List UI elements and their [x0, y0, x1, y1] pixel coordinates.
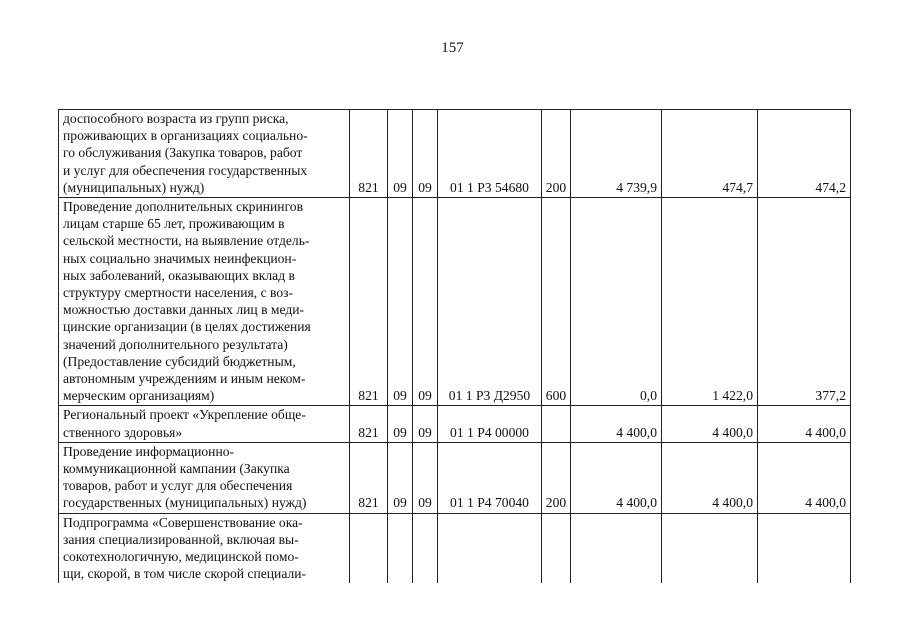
description-line: товаров, работ и услуг для обеспечения	[63, 478, 293, 494]
description-line: Региональный проект «Укрепление обще-	[63, 407, 306, 423]
amount-year2-cell: 474,7	[662, 110, 758, 198]
description-line: сельской местности, на выявление отдель-	[63, 233, 310, 249]
expense-type-cell	[542, 406, 571, 442]
ministry-code-cell	[350, 513, 388, 583]
description-line: можностью доставки данных лиц в меди-	[63, 302, 305, 318]
description-line: структуру смертности населения, с воз-	[63, 285, 294, 301]
target-article-cell	[438, 513, 542, 583]
ministry-code-cell: 821	[350, 198, 388, 406]
description-cell	[59, 406, 350, 442]
table-row	[59, 406, 851, 442]
amount-year2-cell	[662, 513, 758, 583]
amount-year1-cell: 4 400,0	[571, 406, 662, 442]
description-line: сокотехнологичную, медицинской помо-	[63, 549, 299, 565]
description-cell	[59, 442, 350, 513]
table-row	[59, 442, 851, 513]
section-code-cell: 09	[388, 198, 413, 406]
amount-year1-cell: 4 400,0	[571, 442, 662, 513]
table-row	[59, 110, 851, 198]
description-line: автономным учреждениям и иным неком-	[63, 371, 306, 387]
description-line: и услуг для обеспечения государственных	[63, 162, 308, 178]
expense-type-cell: 600	[542, 198, 571, 406]
target-article-cell: 01 1 Р4 70040	[438, 442, 542, 513]
budget-table	[58, 109, 851, 583]
table-body	[59, 110, 851, 584]
ministry-code-cell: 821	[350, 406, 388, 442]
expense-type-cell: 200	[542, 110, 571, 198]
subsection-code-cell: 09	[413, 110, 438, 198]
description-line: значений дополнительного результата)	[63, 336, 288, 352]
amount-year3-cell: 4 400,0	[758, 406, 851, 442]
amount-year1-cell	[571, 513, 662, 583]
section-code-cell: 09	[388, 406, 413, 442]
ministry-code-cell: 821	[350, 442, 388, 513]
target-article-cell: 01 1 Р3 54680	[438, 110, 542, 198]
description-line: Подпрограмма «Совершенствование ока-	[63, 514, 303, 530]
description-line: мерческим организациям)	[63, 388, 215, 404]
target-article-cell: 01 1 Р4 00000	[438, 406, 542, 442]
amount-year2-cell: 1 422,0	[662, 198, 758, 406]
description-line: го обслуживания (Закупка товаров, работ	[63, 145, 303, 161]
subsection-code-cell: 09	[413, 406, 438, 442]
table-row	[59, 513, 851, 583]
description-cell	[59, 513, 350, 583]
description-line: коммуникационной кампании (Закупка	[63, 461, 290, 477]
description-line: зания специализированной, включая вы-	[63, 531, 299, 547]
description-line: ственного здоровья»	[63, 424, 183, 440]
section-code-cell: 09	[388, 442, 413, 513]
amount-year3-cell: 474,2	[758, 110, 851, 198]
expense-type-cell: 200	[542, 442, 571, 513]
amount-year3-cell: 377,2	[758, 198, 851, 406]
description-line: Проведение дополнительных скринингов	[63, 199, 304, 215]
subsection-code-cell	[413, 513, 438, 583]
description-line: лицам старше 65 лет, проживающим в	[63, 216, 285, 232]
description-line: ных социально значимых неинфекцион-	[63, 250, 297, 266]
target-article-cell: 01 1 Р3 Д2950	[438, 198, 542, 406]
description-line: щи, скорой, в том числе скорой специали-	[63, 566, 307, 582]
description-line: (муниципальных) нужд)	[63, 179, 205, 195]
amount-year2-cell: 4 400,0	[662, 406, 758, 442]
description-line: проживающих в организациях социально-	[63, 128, 308, 144]
section-code-cell	[388, 513, 413, 583]
amount-year2-cell: 4 400,0	[662, 442, 758, 513]
description-line: ных заболеваний, оказывающих вклад в	[63, 267, 295, 283]
section-code-cell: 09	[388, 110, 413, 198]
table-row	[59, 198, 851, 406]
amount-year1-cell: 4 739,9	[571, 110, 662, 198]
ministry-code-cell: 821	[350, 110, 388, 198]
subsection-code-cell: 09	[413, 442, 438, 513]
amount-year3-cell: 4 400,0	[758, 442, 851, 513]
page-number: 157	[441, 40, 464, 56]
description-line: доспособного возраста из групп риска,	[63, 111, 289, 126]
expense-type-cell	[542, 513, 571, 583]
description-cell	[59, 198, 350, 406]
description-cell	[59, 110, 350, 198]
subsection-code-cell: 09	[413, 198, 438, 406]
description-line: цинские организации (в целях достижения	[63, 319, 311, 335]
amount-year1-cell: 0,0	[571, 198, 662, 406]
description-line: государственных (муниципальных) нужд)	[63, 495, 307, 511]
description-line: Проведение информационно-	[63, 443, 235, 459]
amount-year3-cell	[758, 513, 851, 583]
description-line: (Предоставление субсидий бюджетным,	[63, 353, 296, 369]
